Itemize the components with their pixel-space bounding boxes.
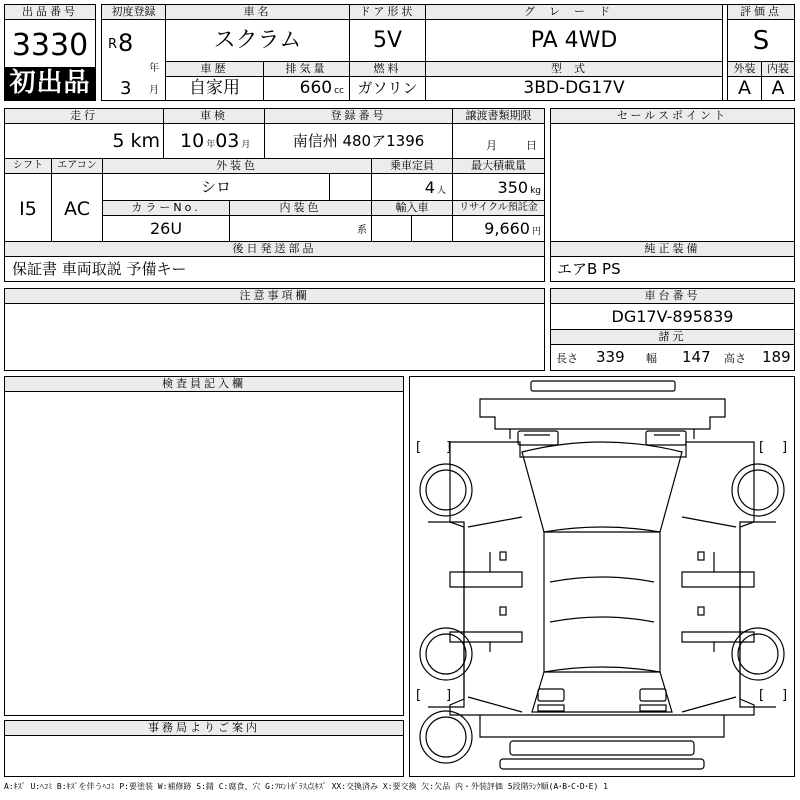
- max-load-label: 最大積載量: [453, 159, 544, 174]
- first-reg-label: 初度登録: [102, 5, 165, 20]
- first-listing-badge: 初出品: [5, 67, 95, 100]
- bracket-rear-right: [: [759, 688, 765, 703]
- displacement-label: 排気量: [264, 62, 349, 77]
- office-label: 事務局よりご案内: [5, 721, 403, 736]
- inspection-value: [180, 132, 250, 151]
- legend-text: A:ｷｽﾞ U:ﾍｺﾐ B:ｷｽﾞを伴うﾍｺﾐ P:要塗装 W:補修跡 S:錆 C:腐食、穴 G:ﾌﾛﾝﾄｶﾞﾗｽ点ｷｽﾞ XX:交換済み X:要交換 欠:欠品 内・外装評価 5段階ﾗﾝｸ順(A･B･C･D･E) 1: [4, 782, 608, 791]
- dims-length-value: 339: [596, 348, 625, 366]
- lot-number: 3330: [11, 28, 89, 63]
- bracket-front-right-close: ]: [782, 440, 788, 455]
- transfer-label: 譲渡書類期限: [453, 109, 544, 124]
- max-load-value: [453, 180, 541, 196]
- recycle-unit: 円: [531, 227, 541, 237]
- door-value: 5V: [372, 28, 403, 53]
- color-no-value: 26U: [149, 219, 183, 238]
- capacity-unit: 人: [436, 186, 446, 196]
- plate-label: 登録番号: [265, 109, 452, 124]
- mileage-label: 走行: [5, 109, 163, 124]
- mileage-number: 5: [112, 130, 125, 152]
- recycle-value: [453, 221, 541, 237]
- dims-width-value: 147: [682, 348, 711, 366]
- equipment-value: エアB PS: [557, 260, 621, 278]
- inspection-month: 03: [215, 130, 240, 152]
- inspection-month-unit: 月: [241, 140, 251, 150]
- interior-color-unit: 系: [357, 225, 367, 236]
- interior-color-label: 内装色: [230, 201, 371, 216]
- aircon-label: エアコン: [52, 159, 102, 174]
- equipment-label: 純正装備: [551, 242, 794, 257]
- capacity-label: 乗車定員: [372, 159, 452, 174]
- fuel-value: ガソリン: [357, 79, 418, 97]
- history-value: 自家用: [189, 78, 240, 98]
- chassis-label: 車台番号: [551, 289, 794, 304]
- displacement-number: 660: [299, 78, 333, 98]
- mileage-unit: km: [130, 130, 160, 152]
- dims-label: 諸元: [551, 330, 794, 345]
- plate-value: 南信州 480ア1396: [292, 132, 425, 150]
- recycle-number: 9,660: [484, 219, 530, 238]
- mileage-value: [5, 132, 160, 151]
- shift-value: I5: [19, 198, 37, 220]
- model-label: 型式: [426, 62, 722, 77]
- ext-score-label: 外装: [728, 62, 761, 77]
- inspector-label: 検査員記入欄: [5, 377, 403, 392]
- score-value: S: [752, 26, 770, 56]
- transfer-month-unit: 月: [486, 139, 497, 152]
- first-reg-year-unit: 年: [149, 63, 159, 74]
- first-reg-month-unit: 月: [149, 85, 159, 96]
- lot-section: [4, 4, 96, 101]
- later-parts-value: 保証書 車両取説 予備キー: [12, 260, 187, 278]
- dims-height-label: 高さ: [724, 352, 746, 365]
- dims-length-label: 長さ: [556, 352, 578, 365]
- damage-diagram: [409, 376, 795, 777]
- first-reg-year: 8: [118, 29, 134, 57]
- model-value: 3BD-DG17V: [523, 78, 625, 98]
- lot-label: 出品番号: [5, 5, 95, 20]
- fuel-label: 燃料: [350, 62, 425, 77]
- inspection-label: 車検: [164, 109, 264, 124]
- later-parts-label: 後日発送部品: [5, 242, 544, 257]
- inspector-box: [4, 376, 404, 716]
- bracket-front-left: [: [416, 440, 422, 455]
- bracket-front-right: [: [759, 440, 765, 455]
- inspection-year: 10: [180, 130, 205, 152]
- first-reg-month: 3: [120, 78, 132, 99]
- dims-height-value: 189: [762, 348, 791, 366]
- grade-label: グレード: [426, 5, 722, 20]
- exterior-color-label: 外装色: [103, 159, 371, 174]
- displacement-value: [264, 80, 344, 97]
- ext-score-value: A: [738, 77, 751, 99]
- import-label: 輸入車: [372, 201, 452, 216]
- chassis-value: DG17V-895839: [611, 307, 734, 326]
- transfer-day-unit: 日: [526, 139, 537, 152]
- history-label: 車歴: [166, 62, 263, 77]
- displacement-unit: cc: [334, 86, 344, 96]
- bracket-front-left-close: ]: [446, 440, 452, 455]
- bracket-rear-right-close: ]: [782, 688, 788, 703]
- shift-label: シフト: [5, 159, 51, 174]
- max-load-number: 350: [497, 178, 529, 197]
- bracket-rear-left-close: ]: [446, 688, 452, 703]
- int-score-value: A: [771, 77, 785, 99]
- grade-value: PA 4WD: [530, 28, 618, 53]
- exterior-color-value: シロ: [200, 178, 231, 196]
- door-label: ドア形状: [350, 5, 425, 20]
- max-load-unit: kg: [530, 186, 541, 196]
- int-score-label: 内装: [762, 62, 794, 77]
- car-diagram-svg: [410, 377, 794, 776]
- inspection-year-unit: 年: [206, 140, 216, 150]
- capacity-number: 4: [424, 178, 435, 197]
- recycle-label: リサイクル預託金: [453, 201, 544, 216]
- first-reg-era: R: [108, 37, 118, 52]
- bracket-rear-left: [: [416, 688, 422, 703]
- sales-point-label: セールスポイント: [551, 109, 794, 124]
- notes-label: 注意事項欄: [5, 289, 544, 304]
- aircon-value: AC: [64, 198, 90, 220]
- capacity-value: [372, 180, 446, 196]
- car-name-label: 車名: [166, 5, 349, 20]
- score-label: 評価点: [728, 5, 794, 20]
- dims-width-label: 幅: [646, 352, 657, 365]
- color-no-label: カラーNo.: [103, 201, 229, 216]
- car-name-value: スクラム: [213, 28, 302, 53]
